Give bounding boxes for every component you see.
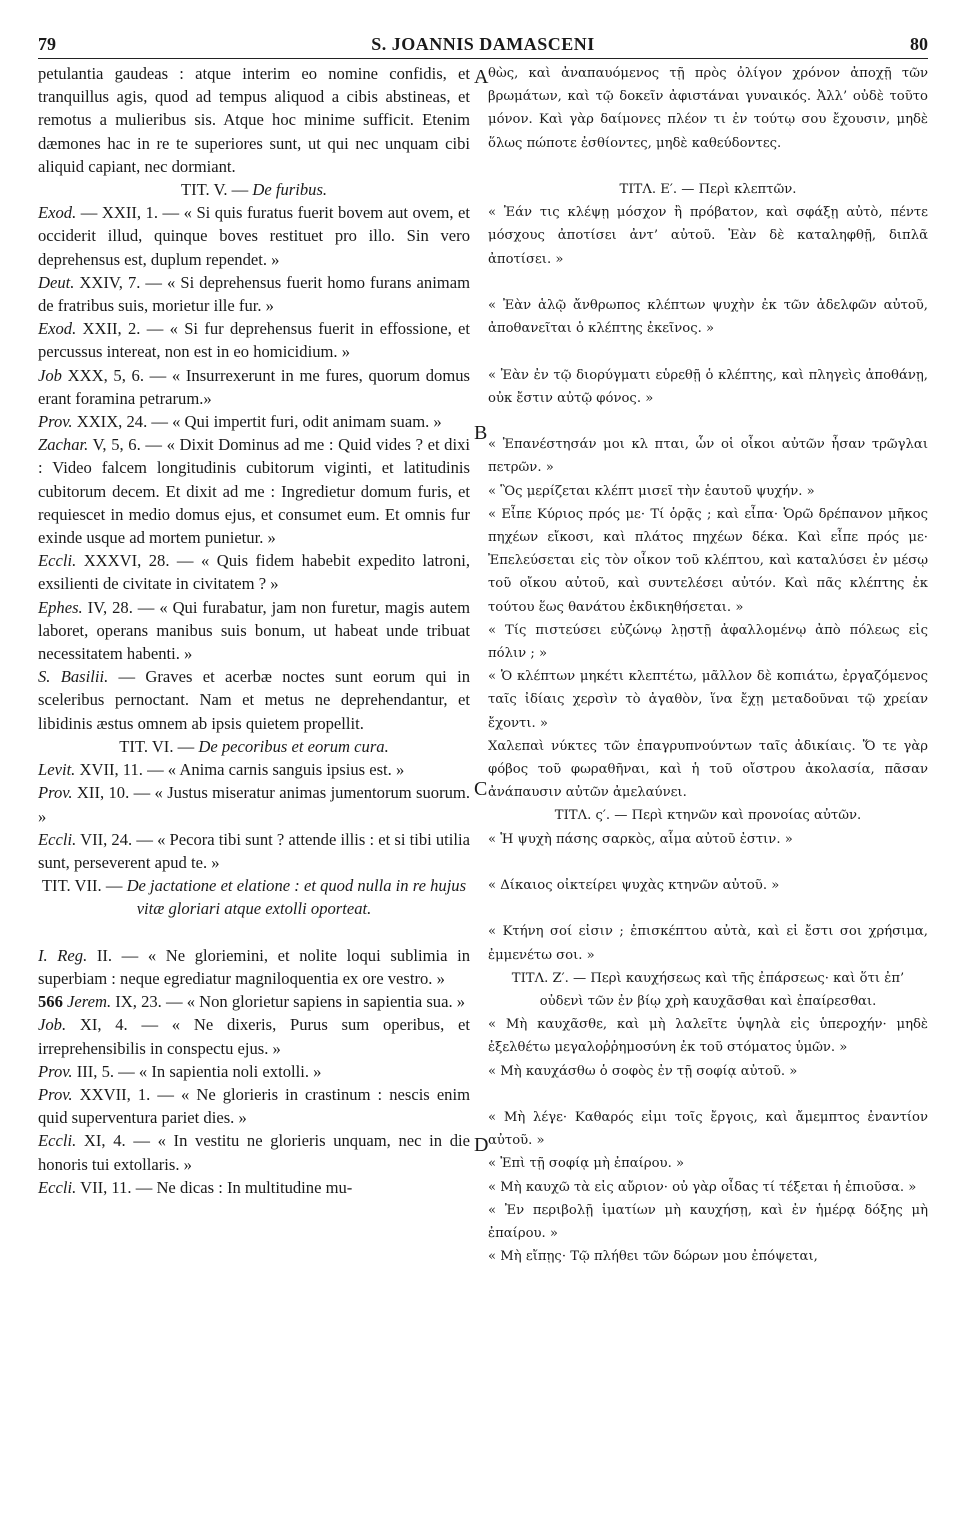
paragraph: [488, 480, 928, 503]
paragraph-text: XII, 10. — « Justus miseratur animas jumentorum suorum. »: [38, 783, 470, 826]
heading-text: ΤΙΤΛ. ς′. — Περὶ κτηνῶν καὶ προνοίας αὐτῶν.: [554, 808, 862, 824]
heading-text: ΤΙΤΛ. Ζ′. — Περὶ καυχήσεως καὶ τῆς ἐπάρσεως· καὶ ὅτι ἐπ’ οὐδενὶ τῶν ἐν βίῳ χρὴ καυχᾶσθαι καὶ ἐπαίρεσθαι.: [511, 970, 905, 1010]
paragraph-text: V, 5, 6. — « Dixit Dominus ad me : Quid vides ? et dixi : Video falcem longitudinis cubitorum viginti, et latitudinis cubitorum decem. Et dixit ad me : Ingredietur domum furis, et requiescet in medio domus ejus, et consumet eum. Et omnis fur exinde usque ad mortem punietur. »: [38, 435, 470, 548]
margin-letter-a: A: [474, 66, 489, 88]
paragraph-text: IX, 23. — « Non glorietur sapiens in sapientia sua. »: [111, 992, 466, 1012]
paragraph: [38, 990, 470, 1013]
paragraph-text: Χαλεπαὶ νύκτες τῶν ἐπαγρυπνούντων ταῖς ἀδικίαις. Ὅ τε γὰρ φόβος τοῦ φωραθῆναι, καὶ ἡ τοῦ οἴστρου ἀκολασία, πᾶσαν ἀνάπαυσιν αὐτῶν ἀμελαύνει.: [488, 738, 928, 801]
scripture-reference: Levit.: [38, 760, 76, 780]
paragraph: [488, 665, 928, 735]
spacer: [488, 340, 928, 363]
paragraph-text: petulantia gaudeas : atque interim eo nomine confidis, et tranquillus agis, quod ad tempus aliquod a cibis abstineas, et remotus a mulieribus sis. Atque hoc minime sufficit. Etenim dæmones hac in re te superiores sunt, ut qui nec unquam cibi aliquid capiant, nec dormiant.: [38, 64, 470, 176]
scripture-reference: Zachar.: [38, 435, 89, 455]
spacer: [488, 897, 928, 920]
paragraph: [38, 549, 470, 595]
paragraph: [38, 364, 470, 410]
heading-text: TIT. V. —: [180, 180, 253, 200]
running-title: S. JOANNIS DAMASCENI: [371, 34, 595, 54]
spacer: [488, 271, 928, 294]
paragraph: [38, 1013, 470, 1059]
scripture-reference: Exod.: [38, 203, 77, 223]
paragraph: [488, 874, 928, 897]
paragraph-text: « Εἶπε Κύριος πρός με· Τί ὁρᾷς ; καὶ εἶπα· Ὁρῶ δρέπανον μῆκος πηχέων εἴκοσι, καὶ πλάτος πηχέων δέκα. Καὶ εἶπε πρός με· Ἐπελεύσεται εἰς τὸν οἶκον τοῦ κλέπτου, καὶ καταλύσει ἐν μέσῳ τοῦ οἴκου αὐτοῦ, καὶ συντελέσει αὐτόν. Καὶ πᾶς κλέπτης ἐκ τούτου ἕως θανάτου ἐκδικηθήσεται. »: [488, 506, 928, 615]
paragraph-text: XXX, 5, 6. — « Insurrexerunt in me fures, quorum domus erant foramina petrarum.»: [38, 365, 470, 408]
paragraph-text: θὼς, καὶ ἀναπαυόμενος τῇ πρὸς ὀλίγον χρόνον ἀποχῇ τῶν βρωμάτων, καὶ τῷ δοκεῖν ἀφιστάναι γυναικός. Ἀλλ’ οὐδὲ τοῦτο μόνον. Καὶ γὰρ δαίμονες πλέον τι ἐν τούτῳ σου ἔχουσιν, μηδὲ ὅλως πώποτε ἐσθίοντες, μηδὲ καθεύδοντες.: [488, 66, 928, 151]
paragraph: [38, 944, 470, 990]
paragraph-text: XXIX, 24. — « Qui impertit furi, odit animam suam. »: [72, 412, 442, 432]
spacer: [488, 851, 928, 874]
scripture-reference: Jerem.: [62, 992, 112, 1012]
paragraph-text: VII, 24. — « Pecora tibi sunt ? attende illis : et si tibi utilia sunt, perseverent apud te. »: [38, 829, 470, 872]
scripture-reference: Deut.: [38, 272, 75, 292]
paragraph: [488, 1176, 928, 1199]
paragraph-text: XXII, 2. — « Si fur deprehensus fuerit in effossione, et percussus intereat, non est in eo homicidium. »: [38, 319, 470, 362]
greek-column: [488, 62, 928, 1268]
scripture-reference: Ephes.: [38, 597, 83, 617]
paragraph-text: II. — « Ne gloriemini, et nolite loqui sublimia in superbiam : neque egrediatur magniloquentia ex ore vestro. »: [38, 945, 470, 988]
paragraph-text: « Ἡ ψυχὴ πάσης σαρκὸς, αἷμα αὐτοῦ ἐστιν. »: [488, 831, 793, 847]
paragraph: [488, 1106, 928, 1152]
paragraph: [38, 410, 470, 433]
paragraph: [38, 1083, 470, 1129]
paragraph: [38, 596, 470, 666]
section-heading: [38, 874, 470, 920]
paragraph-text: « Μὴ καυχάσθω ὁ σοφὸς ἐν τῇ σοφίᾳ αὐτοῦ. »: [488, 1063, 798, 1079]
paragraph: [488, 1013, 928, 1059]
paragraph-text: VII, 11. — Ne dicas : In multitudine mu-: [76, 1177, 353, 1197]
paragraph: [38, 317, 470, 363]
paragraph-text: « Ὃς μερίζεται κλέπτ μισεῖ τὴν ἑαυτοῦ ψυχήν. »: [488, 483, 815, 499]
paragraph: [488, 201, 928, 271]
paragraph: [488, 920, 928, 966]
paragraph: [38, 271, 470, 317]
scripture-reference: Eccli.: [38, 551, 77, 571]
scripture-reference: Job: [38, 365, 62, 385]
spacer: [488, 410, 928, 433]
paragraph-text: « Μὴ καυχῶ τὰ εἰς αὔριον· οὐ γὰρ οἶδας τί τέξεται ἡ ἐπιοῦσα. »: [488, 1179, 917, 1195]
scripture-reference: Eccli.: [38, 829, 77, 849]
paragraph: [488, 1245, 928, 1268]
page-number-right: 80: [910, 34, 928, 54]
paragraph-text: « Μὴ εἴπῃς· Τῷ πλήθει τῶν δώρων μου ἐπόψεται,: [488, 1249, 818, 1265]
paragraph: [488, 1152, 928, 1175]
heading-subject: De jactatione et elatione : et quod nulla in re hujus vitæ gloriari atque extolli oporteat.: [126, 876, 467, 919]
heading-text: TIT. VI. —: [119, 736, 199, 756]
paragraph-text: « Κτήνη σοί εἰσιν ; ἐπισκέπτου αὐτὰ, καὶ εἰ ἔστι σοι χρήσιμα, ἐμμενέτω σοι. »: [488, 924, 928, 963]
paragraph: [38, 1176, 470, 1199]
scripture-reference: Eccli.: [38, 1177, 77, 1197]
paragraph-text: XI, 4. — « In vestitu ne glorieris unquam, nec in die honoris tui extollaris. »: [38, 1131, 470, 1174]
paragraph: [488, 735, 928, 805]
heading-subject: De furibus.: [252, 180, 328, 200]
page-number-left: 79: [38, 34, 56, 54]
latin-column: [38, 62, 470, 1199]
scripture-reference: Eccli.: [38, 1131, 77, 1151]
scripture-reference: Job.: [38, 1015, 67, 1035]
section-heading: [38, 735, 470, 758]
paragraph: [38, 665, 470, 735]
heading-text: TIT. VII. —: [41, 876, 127, 896]
paragraph: [488, 433, 928, 479]
header-rule: [38, 58, 928, 59]
scripture-reference: Prov.: [38, 783, 73, 803]
heading-subject: De pecoribus et eorum cura.: [198, 736, 389, 756]
paragraph-text: XXXVI, 28. — « Quis fidem habebit expedito latroni, exsilienti de civitate in civitatem ? »: [38, 551, 470, 594]
scripture-reference: Prov.: [38, 1084, 73, 1104]
paragraph-text: XXVII, 1. — « Ne glorieris in crastinum : nescis enim quid superventura pariet dies. »: [38, 1084, 470, 1128]
paragraph-text: XI, 4. — « Ne dixeris, Purus sum operibus, et irreprehensibilis in conspectu ejus. »: [38, 1015, 470, 1058]
scripture-reference: Prov.: [38, 412, 73, 432]
paragraph-text: « Μὴ καυχᾶσθε, καὶ μὴ λαλεῖτε ὑψηλὰ εἰς ὑπεροχήν· μηδὲ ἐξελθέτω μεγαλοῤῥημοσύνη ἐκ τοῦ στόματος ὑμῶν. »: [488, 1017, 928, 1056]
paragraph: [38, 828, 470, 874]
paragraph-text: — Graves et acerbæ noctes sunt eorum qui in sceleribus pernoctant. Nam et metus ne deprehendantur, et libidinis æstus omnem ab ipsis quietem propellit.: [38, 667, 470, 733]
paragraph-text: IV, 28. — « Qui furabatur, jam non furetur, magis autem laboret, operans manibus suis bonum, ut habeat unde tribuat necessitatem habenti. »: [38, 597, 470, 664]
paragraph-text: III, 5. — « In sapientia noli extolli. »: [72, 1061, 322, 1081]
paragraph: [488, 828, 928, 851]
paragraph: [38, 781, 470, 827]
paragraph-text: « Ἐάν τις κλέψῃ μόσχον ἢ πρόβατον, καὶ σφάξῃ αὐτὸ, πέντε μόσχους ἀποτίσει ἀντ’ αὐτοῦ. Ἐὰν δὲ καταληφθῇ, διπλᾶ ἀποτίσει. »: [488, 205, 928, 267]
paragraph-text: « Ἐὰν ἐν τῷ διορύγματι εὑρεθῇ ὁ κλέπτης, καὶ πληγεὶς ἀποθάνῃ, οὐκ ἔστιν αὐτῷ φόνος. »: [488, 367, 928, 406]
section-heading: [38, 178, 470, 201]
paragraph-text: « Ἐπανέστησάν μοι κλ πται, ὧν οἱ οἶκοι αὐτῶν ἦσαν τρῶγλαι πετρῶν. »: [488, 437, 928, 476]
paragraph: [38, 201, 470, 271]
paragraph: [488, 294, 928, 340]
spacer: [488, 155, 928, 178]
column-number: 566: [38, 992, 63, 1012]
section-heading: [488, 967, 928, 1013]
paragraph: [488, 1060, 928, 1083]
paragraph-text: XXIV, 7. — « Si deprehensus fuerit homo furans animam de fratribus suis, morietur ille fur. »: [38, 272, 470, 316]
paragraph: [38, 1129, 470, 1175]
paragraph: [488, 364, 928, 410]
paragraph: [488, 619, 928, 665]
scripture-reference: S. Basilii.: [38, 667, 109, 687]
page-header: [38, 30, 928, 60]
scripture-reference: Prov.: [38, 1061, 73, 1081]
paragraph-text: « Ἐν περιβολῇ ἱματίων μὴ καυχήσῃ, καὶ ἐν ἡμέρᾳ δόξης μὴ ἐπαίρου. »: [488, 1202, 928, 1242]
paragraph: [38, 1060, 470, 1083]
paragraph-text: « Ἐπὶ τῇ σοφίᾳ μὴ ἐπαίρου. »: [488, 1156, 685, 1172]
paragraph: [38, 758, 470, 781]
paragraph: [38, 62, 470, 178]
margin-letter-b: B: [474, 422, 488, 444]
section-heading: [488, 178, 928, 201]
paragraph: [488, 503, 928, 619]
heading-text: ΤΙΤΛ. Ε′. — Περὶ κλεπτῶν.: [619, 182, 797, 197]
scripture-reference: I. Reg.: [38, 945, 88, 965]
paragraph: [488, 62, 928, 155]
spacer: [488, 1083, 928, 1106]
margin-letter-c: C: [474, 778, 488, 800]
paragraph-text: « Μὴ λέγε· Καθαρός εἰμι τοῖς ἔργοις, καὶ ἄμεμπτος ἐναντίον αὐτοῦ. »: [488, 1110, 928, 1149]
paragraph-text: XVII, 11. — « Anima carnis sanguis ipsius est. »: [75, 760, 405, 780]
paragraph-text: — XXII, 1. — « Si quis furatus fuerit bovem aut ovem, et occiderit illud, quinque boves restituet pro illo. Sin vero deprehensus est, duplum rependet. »: [38, 203, 470, 269]
paragraph-text: « Ὁ κλέπτων μηκέτι κλεπτέτω, μᾶλλον δὲ κοπιάτω, ἐργαζόμενος ταῖς ἰδίαις χερσὶν τὸ ἀγαθὸν, ἵνα ἔχῃ μεταδοῦναι τῷ χρείαν ἔχοντι. »: [488, 669, 928, 731]
section-heading: [488, 804, 928, 827]
paragraph: [488, 1199, 928, 1245]
paragraph: [38, 433, 470, 549]
paragraph-text: « Τίς πιστεύσει εὐζώνῳ λῃστῇ ἀφαλλομένῳ ἀπὸ πόλεως εἰς πόλιν ; »: [488, 622, 928, 662]
scripture-reference: Exod.: [38, 319, 77, 339]
spacer: [38, 921, 470, 944]
paragraph-text: « Δίκαιος οἰκτείρει ψυχὰς κτηνῶν αὐτοῦ. »: [488, 878, 780, 894]
paragraph-text: « Ἐὰν ἁλῷ ἄνθρωπος κλέπτων ψυχὴν ἐκ τῶν ἀδελφῶν αὐτοῦ, ἀποθανεῖται ὁ κλέπτης ἐκεῖνος. »: [488, 298, 928, 337]
margin-letter-d: D: [474, 1134, 489, 1156]
